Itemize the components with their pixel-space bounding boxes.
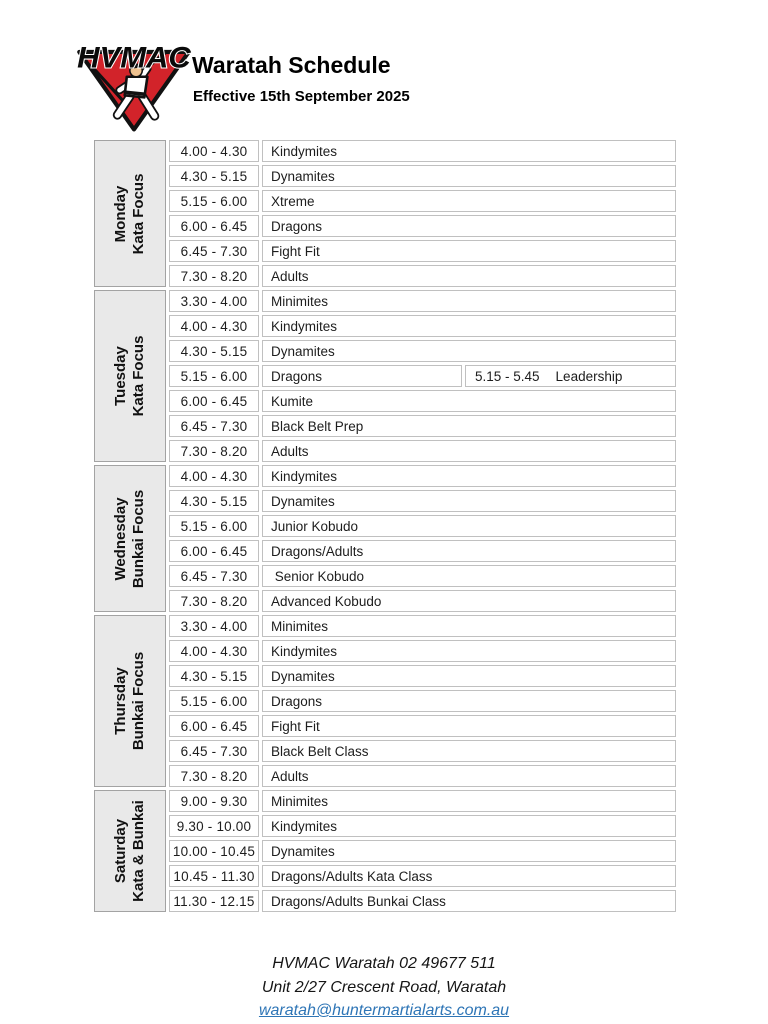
class-cell: Kumite xyxy=(262,390,676,412)
schedule-row xyxy=(169,665,676,687)
time-cell: 10.45 - 11.30 xyxy=(169,865,259,887)
day-rotated-label xyxy=(112,489,148,587)
class-cell: Minimites xyxy=(262,790,676,812)
day-rotated-label xyxy=(112,800,148,902)
time-cell: 9.30 - 10.00 xyxy=(169,815,259,837)
time-cell: 5.15 - 6.00 xyxy=(169,365,259,387)
time-cell: 4.00 - 4.30 xyxy=(169,315,259,337)
class-cell: Xtreme xyxy=(262,190,676,212)
time-cell: 6.00 - 6.45 xyxy=(169,390,259,412)
hvmac-logo xyxy=(72,36,196,134)
class-cell: Dragons/Adults Bunkai Class xyxy=(262,890,676,912)
day-header-monday xyxy=(94,140,166,287)
extra-time-cell: 5.15 - 5.45 xyxy=(475,368,540,384)
time-cell: 6.45 - 7.30 xyxy=(169,740,259,762)
time-cell: 6.00 - 6.45 xyxy=(169,540,259,562)
class-cell: Dragons xyxy=(262,215,676,237)
schedule-row xyxy=(169,540,676,562)
schedule-row xyxy=(169,315,676,337)
schedule-row xyxy=(169,565,676,587)
effective-date: Effective 15th September 2025 xyxy=(193,88,410,105)
class-cell: Fight Fit xyxy=(262,715,676,737)
day-label: Wednesday xyxy=(112,496,129,581)
class-cell: Fight Fit xyxy=(262,240,676,262)
footer xyxy=(0,952,768,1023)
time-cell: 4.30 - 5.15 xyxy=(169,165,259,187)
schedule-row xyxy=(169,265,676,287)
class-cell: Black Belt Prep xyxy=(262,415,676,437)
class-cell: Dragons xyxy=(262,365,462,387)
day-header-wednesday xyxy=(94,465,166,612)
time-cell: 11.30 - 12.15 xyxy=(169,890,259,912)
day-rows xyxy=(169,465,676,612)
time-cell: 10.00 - 10.45 xyxy=(169,840,259,862)
schedule-table xyxy=(94,140,676,912)
leadership-cell xyxy=(465,365,676,387)
time-cell: 4.00 - 4.30 xyxy=(169,140,259,162)
schedule-row xyxy=(169,215,676,237)
email-link[interactable]: waratah@huntermartialarts.com.au xyxy=(258,1002,510,1019)
class-cell: Kindymites xyxy=(262,640,676,662)
day-label: Tuesday xyxy=(112,346,129,406)
schedule-row xyxy=(169,740,676,762)
class-cell: Kindymites xyxy=(262,315,676,337)
class-cell: Kindymites xyxy=(262,140,676,162)
time-cell: 4.30 - 5.15 xyxy=(169,665,259,687)
day-focus-label: Kata & Bunkai xyxy=(130,800,147,902)
schedule-row xyxy=(169,615,676,637)
time-cell: 6.45 - 7.30 xyxy=(169,415,259,437)
schedule-row xyxy=(169,715,676,737)
day-label: Monday xyxy=(112,185,129,242)
class-cell: Dynamites xyxy=(262,490,676,512)
class-cell: Kindymites xyxy=(262,465,676,487)
schedule-row xyxy=(169,465,676,487)
time-cell: 4.30 - 5.15 xyxy=(169,340,259,362)
schedule-row xyxy=(169,340,676,362)
day-header-saturday xyxy=(94,790,166,912)
schedule-row xyxy=(169,890,676,912)
day-header-thursday xyxy=(94,615,166,787)
day-label: Saturday xyxy=(112,818,129,884)
schedule-row xyxy=(169,415,676,437)
time-cell: 6.00 - 6.45 xyxy=(169,215,259,237)
day-rows xyxy=(169,615,676,787)
day-rotated-label xyxy=(112,336,148,417)
footer-phone: HVMAC Waratah 02 49677 511 xyxy=(272,955,496,972)
time-cell: 7.30 - 8.20 xyxy=(169,765,259,787)
schedule-row xyxy=(169,390,676,412)
class-cell: Adults xyxy=(262,440,676,462)
day-focus-label: Bunkai Focus xyxy=(130,651,147,751)
schedule-group-saturday xyxy=(94,790,676,912)
time-cell: 6.45 - 7.30 xyxy=(169,565,259,587)
schedule-row xyxy=(169,590,676,612)
time-cell: 3.30 - 4.00 xyxy=(169,290,259,312)
day-rows xyxy=(169,290,676,462)
schedule-row xyxy=(169,790,676,812)
time-cell: 6.00 - 6.45 xyxy=(169,715,259,737)
class-cell: Dragons/Adults Kata Class xyxy=(262,865,676,887)
day-rows xyxy=(169,140,676,287)
schedule-group-thursday xyxy=(94,615,676,787)
class-cell: Dynamites xyxy=(262,665,676,687)
schedule-row xyxy=(169,165,676,187)
time-cell: 4.00 - 4.30 xyxy=(169,465,259,487)
day-focus-label: Kata Focus xyxy=(130,173,147,254)
time-cell: 4.30 - 5.15 xyxy=(169,490,259,512)
schedule-row xyxy=(169,765,676,787)
time-cell: 4.00 - 4.30 xyxy=(169,640,259,662)
schedule-row xyxy=(169,840,676,862)
time-cell: 6.45 - 7.30 xyxy=(169,240,259,262)
schedule-row xyxy=(169,440,676,462)
schedule-group-monday xyxy=(94,140,676,287)
schedule-row xyxy=(169,690,676,712)
schedule-row xyxy=(169,815,676,837)
time-cell: 7.30 - 8.20 xyxy=(169,265,259,287)
class-cell: Minimites xyxy=(262,615,676,637)
schedule-group-tuesday xyxy=(94,290,676,462)
page-title: Waratah Schedule xyxy=(192,52,391,78)
day-focus-label: Kata Focus xyxy=(130,335,147,417)
time-cell: 3.30 - 4.00 xyxy=(169,615,259,637)
day-label: Thursday xyxy=(112,667,129,735)
time-cell: 9.00 - 9.30 xyxy=(169,790,259,812)
day-rows xyxy=(169,790,676,912)
schedule-row xyxy=(169,140,676,162)
schedule-row xyxy=(169,515,676,537)
class-cell: Dragons/Adults xyxy=(262,540,676,562)
time-cell: 7.30 - 8.20 xyxy=(169,590,259,612)
class-cell: Adults xyxy=(262,765,676,787)
day-rotated-label xyxy=(112,173,148,254)
time-cell: 5.15 - 6.00 xyxy=(169,190,259,212)
schedule-row xyxy=(169,190,676,212)
time-cell: 5.15 - 6.00 xyxy=(169,515,259,537)
logo-wordmark: HVMAC xyxy=(77,41,192,75)
class-cell: Dynamites xyxy=(262,340,676,362)
schedule-group-wednesday xyxy=(94,465,676,612)
extra-class-cell: Leadership xyxy=(555,368,623,384)
schedule-row xyxy=(169,640,676,662)
class-cell: Minimites xyxy=(262,290,676,312)
schedule-row xyxy=(169,290,676,312)
schedule-row xyxy=(169,490,676,512)
class-cell: Advanced Kobudo xyxy=(262,590,676,612)
class-cell: Kindymites xyxy=(262,815,676,837)
day-focus-label: Bunkai Focus xyxy=(130,489,147,588)
day-header-tuesday xyxy=(94,290,166,462)
class-cell: Black Belt Class xyxy=(262,740,676,762)
schedule-row xyxy=(169,240,676,262)
class-cell: Dynamites xyxy=(262,165,676,187)
class-cell: Senior Kobudo xyxy=(262,565,676,587)
time-cell: 5.15 - 6.00 xyxy=(169,690,259,712)
day-rotated-label xyxy=(112,652,148,750)
class-cell: Junior Kobudo xyxy=(262,515,676,537)
time-cell: 7.30 - 8.20 xyxy=(169,440,259,462)
class-cell: Dragons xyxy=(262,690,676,712)
schedule-row xyxy=(169,865,676,887)
footer-address: Unit 2/27 Crescent Road, Waratah xyxy=(261,978,507,996)
class-cell: Dynamites xyxy=(262,840,676,862)
schedule-row xyxy=(169,365,676,387)
class-cell: Adults xyxy=(262,265,676,287)
